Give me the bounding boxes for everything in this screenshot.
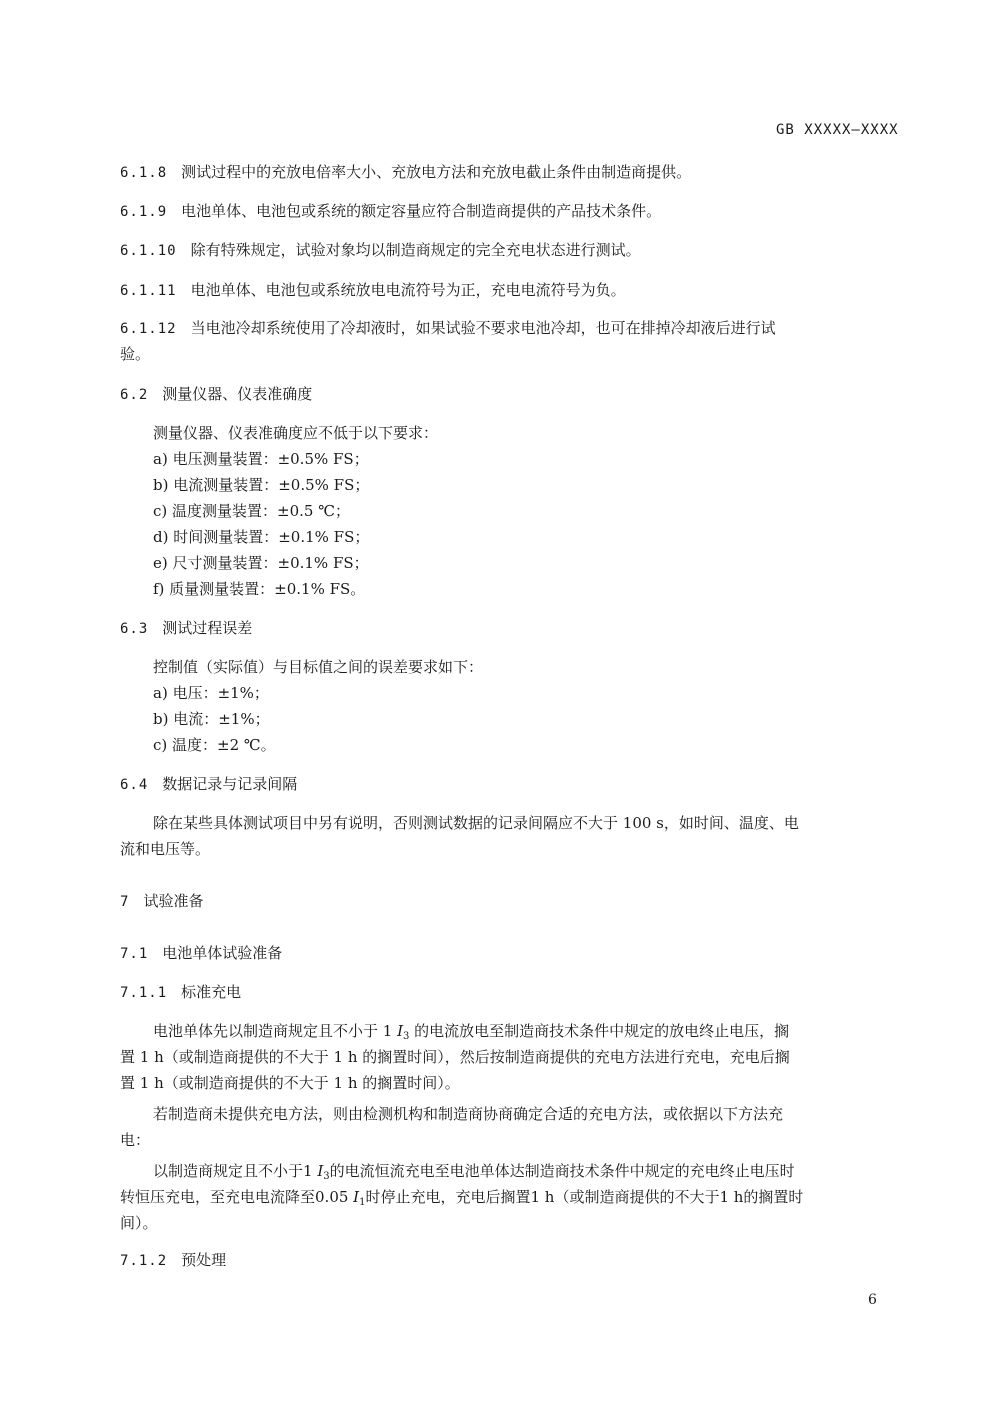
subscript: 3 [403,1031,410,1042]
clause-number: 6.1.10 [120,243,177,259]
clause-text: 电池单体、电池包或系统放电电流符号为正，充电电流符号为负。 [190,281,626,299]
section-title: 预处理 [181,1251,227,1269]
standard-code: GB XXXXX—XXXX [776,122,899,138]
list-item: b) 电流测量装置：±0.5% FS； [153,476,370,494]
section-title: 数据记录与记录间隔 [162,775,298,793]
clause-number: 6.1.11 [120,283,177,299]
text-run: 的电流恒流充电至电池单体达制造商技术条件中规定的充电终止电压时 [329,1162,795,1180]
subscript: 3 [323,1171,330,1182]
text-run: 以制造商规定且不小于1 [153,1162,318,1180]
section-title: 试验准备 [143,892,204,910]
section-number: 6.4 [120,777,149,793]
clause-6-1-9 [120,204,661,219]
list-item: c) 温度测量装置：±0.5 ℃； [153,502,350,520]
paragraph-text: 置 1 h（或制造商提供的不大于 1 h 的搁置时间），然后按制造商提供的充电方法进行充电，充电后搁 [120,1048,790,1066]
text-run: 电池单体先以制造商规定且不小于 1 [153,1022,398,1040]
subscript: 1 [359,1197,366,1208]
paragraph-text: 测量仪器、仪表准确度应不低于以下要求： [153,424,439,442]
chapter-heading-7 [120,894,203,909]
list-item: a) 电压测量装置：±0.5% FS； [153,450,369,468]
section-number: 7.1.1 [120,985,168,1001]
section-heading-7-1-2 [120,1253,226,1268]
list-item: a) 电压：±1%； [153,684,269,702]
text-run: 转恒压充电，至充电电流降至0.05 [120,1188,354,1206]
clause-number: 6.1.8 [120,165,168,181]
page-number: 6 [868,1292,877,1308]
clause-6-1-10 [120,243,641,258]
paragraph-text: 除在某些具体测试项目中另有说明，否则测试数据的记录间隔应不大于 100 s，如时间、温度、电 [153,814,799,832]
section-title: 测试过程误差 [162,619,253,637]
symbol-current: I [353,1188,360,1206]
text-run: 的电流放电至制造商技术条件中规定的放电终止电压，搁 [409,1022,790,1040]
section-number: 7.1.2 [120,1253,168,1269]
clause-text: 电池单体、电池包或系统的额定容量应符合制造商提供的产品技术条件。 [181,202,662,220]
clause-6-1-12-cont: 验。 [120,345,151,363]
clause-text: 当电池冷却系统使用了冷却液时，如果试验不要求电池冷却，也可在排掉冷却液后进行试 [190,319,776,337]
list-item: d) 时间测量装置：±0.1% FS； [153,528,370,546]
section-heading-6-4 [120,777,297,792]
section-number: 6.2 [120,387,149,403]
clause-6-1-8 [120,165,691,180]
list-item: f) 质量测量装置：±0.1% FS。 [153,580,366,598]
clause-text: 测试过程中的充放电倍率大小、充放电方法和充放电截止条件由制造商提供。 [181,163,692,181]
paragraph-text: 置 1 h（或制造商提供的不大于 1 h 的搁置时间）。 [120,1074,460,1092]
symbol-current: I [317,1162,324,1180]
section-title: 电池单体试验准备 [162,944,283,962]
paragraph-text: 间）。 [120,1214,158,1232]
paragraph-text [153,1022,790,1042]
section-heading-6-3 [120,621,252,636]
paragraph-text: 若制造商未提供充电方法，则由检测机构和制造商协商确定合适的充电方法，或依据以下方法充 [153,1105,784,1123]
paragraph-text [153,1162,795,1182]
list-item: e) 尺寸测量装置：±0.1% FS； [153,554,369,572]
text-run: 时停止充电，充电后搁置1 h（或制造商提供的不大于1 h的搁置时 [365,1188,804,1206]
section-heading-7-1-1 [120,985,241,1000]
clause-number: 6.1.9 [120,204,168,220]
paragraph-text: 电： [120,1131,151,1149]
clause-6-1-12 [120,321,776,336]
section-title: 测量仪器、仪表准确度 [162,385,313,403]
paragraph-text: 流和电压等。 [120,840,211,858]
clause-6-1-11 [120,283,626,298]
section-number: 7.1 [120,946,149,962]
list-item: c) 温度：±2 ℃。 [153,736,276,754]
paragraph-text: 控制值（实际值）与目标值之间的误差要求如下： [153,658,484,676]
list-item: b) 电流：±1%； [153,710,270,728]
clause-number: 6.1.12 [120,321,177,337]
clause-text: 除有特殊规定，试验对象均以制造商规定的完全充电状态进行测试。 [190,241,641,259]
symbol-current: I [397,1022,404,1040]
section-heading-7-1 [120,946,282,961]
section-number: 7 [120,894,130,910]
section-title: 标准充电 [181,983,242,1001]
section-number: 6.3 [120,621,149,637]
paragraph-text [120,1188,804,1208]
section-heading-6-2 [120,387,312,402]
